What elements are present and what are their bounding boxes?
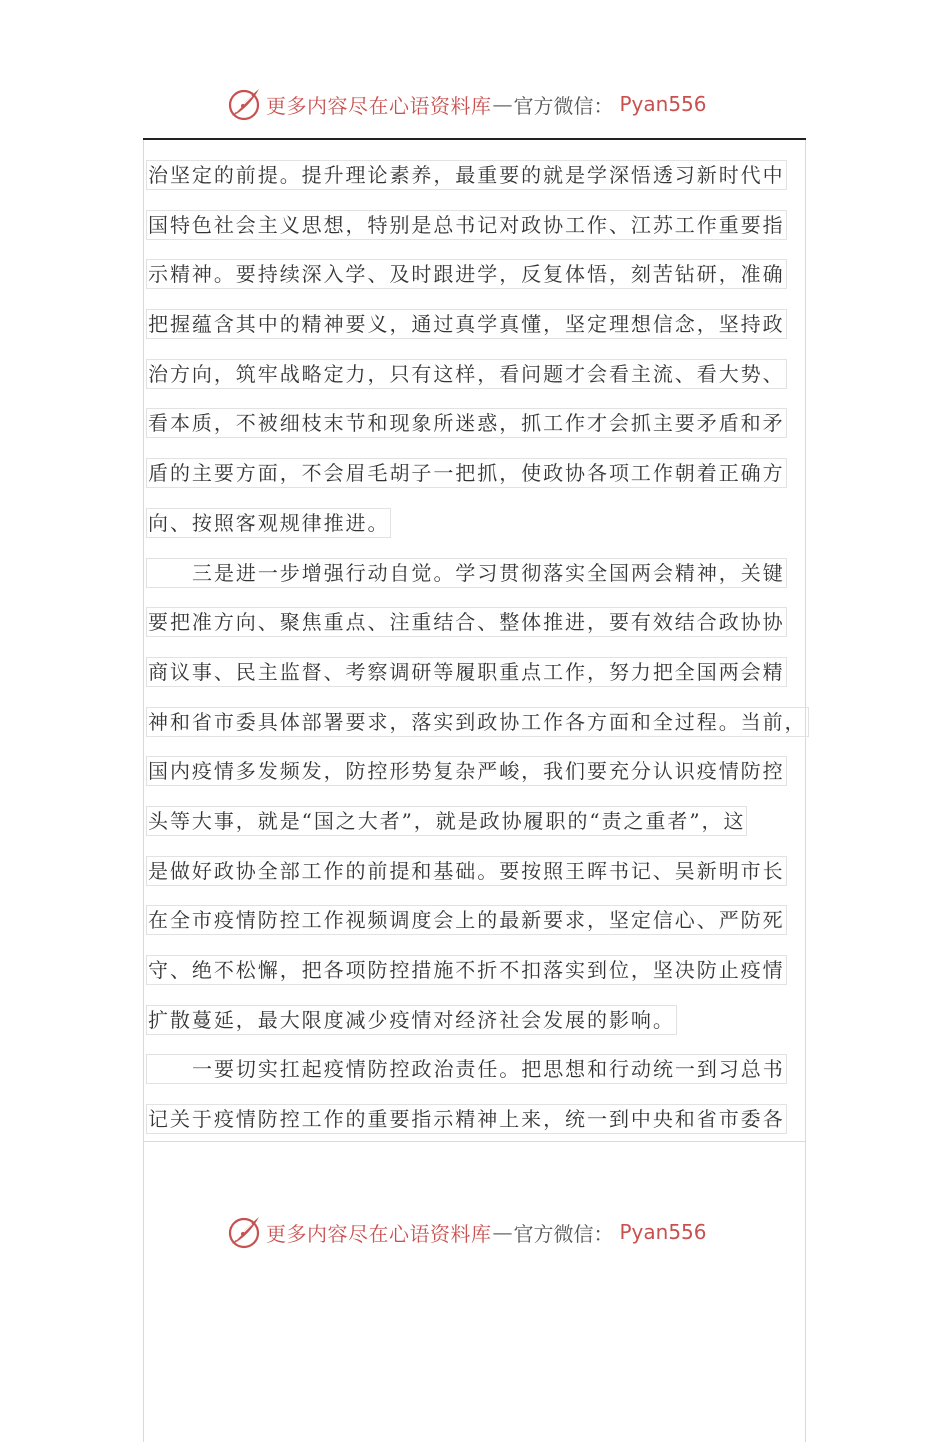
text-line (146, 1048, 796, 1098)
line-text: 国特色社会主义思想，特别是总书记对政协工作、江苏工作重要指 (148, 212, 785, 237)
text-line (146, 651, 796, 701)
header-dash: — (492, 92, 513, 116)
line-text: 盾的主要方面，不会眉毛胡子一把抓，使政协各项工作朝着正确方 (148, 461, 785, 486)
text-line (146, 750, 796, 800)
text-line (146, 303, 796, 353)
header-brand-text: 更多内容尽在心语资料库 (266, 93, 492, 118)
text-line (146, 452, 796, 502)
line-text: 把握蕴含其中的精神要义，通过真学真懂，坚定理想信念，坚持政 (148, 312, 785, 337)
quill-logo-icon (226, 86, 262, 122)
text-line (146, 154, 796, 204)
line-text: 商议事、民主监督、考察调研等履职重点工作，努力把全国两会精 (148, 659, 785, 684)
footer-wechat-id: Pyan556 (619, 1220, 707, 1244)
text-line (146, 253, 796, 303)
line-text: 在全市疫情防控工作视频调度会上的最新要求，坚定信心、严防死 (148, 908, 785, 933)
footer-wechat-label: 官方微信： (513, 1221, 614, 1246)
text-line (146, 601, 796, 651)
line-text: 守、绝不松懈，把各项防控措施不折不扣落实到位，坚决防止疫情 (148, 958, 785, 982)
footer-dash: — (492, 1220, 513, 1244)
line-text: 神和省市委具体部署要求，落实到政协工作各方面和全过程。当前， (148, 709, 807, 734)
text-line (146, 502, 796, 552)
footer-brand-text: 更多内容尽在心语资料库 (266, 1221, 492, 1246)
header-banner (0, 84, 950, 124)
text-line (146, 1098, 796, 1148)
line-text: 扩散蔓延，最大限度减少疫情对经济社会发展的影响。 (148, 1007, 675, 1032)
line-text: 向、按照客观规律推进。 (148, 510, 390, 535)
line-text: 三是进一步增强行动自觉。学习贯彻落实全国两会精神，关键 (192, 560, 785, 585)
text-line (146, 353, 796, 403)
text-line (146, 701, 807, 751)
text-line (146, 402, 796, 452)
line-text: 看本质，不被细枝末节和现象所迷惑，抓工作才会抓主要矛盾和矛 (148, 411, 785, 436)
line-text: 记关于疫情防控工作的重要指示精神上来，统一到中央和省市委各 (148, 1107, 785, 1132)
text-line (146, 949, 796, 999)
text-line (146, 899, 796, 949)
header-wechat-id: Pyan556 (619, 92, 707, 116)
line-text: 治坚定的前提。提升理论素养，最重要的就是学深悟透习新时代中 (148, 163, 785, 187)
line-text: 一要切实扛起疫情防控政治责任。把思想和行动统一到习总书 (192, 1057, 785, 1082)
quill-logo-icon (226, 1214, 262, 1250)
document-body (146, 154, 807, 1148)
text-line (146, 850, 796, 900)
line-text: 是做好政协全部工作的前提和基础。要按照王晖书记、吴新明市长 (148, 858, 785, 883)
footer-banner (0, 1212, 950, 1252)
line-text: 治方向，筑牢战略定力，只有这样，看问题才会看主流、看大势、 (148, 361, 785, 386)
text-line (146, 552, 796, 602)
header-wechat-label: 官方微信： (513, 93, 614, 118)
line-text: 头等大事，就是“国之大者”，就是政协履职的“责之重者”，这 (148, 808, 746, 833)
line-text: 示精神。要持续深入学、及时跟进学，反复体悟，刻苦钻研，准确 (148, 262, 785, 287)
line-text: 国内疫情多发频发，防控形势复杂严峻，我们要充分认识疫情防控 (148, 759, 785, 784)
text-line (146, 999, 796, 1049)
text-line (146, 204, 796, 254)
line-text: 要把准方向、聚焦重点、注重结合、整体推进，要有效结合政协协 (148, 610, 785, 635)
text-line (146, 800, 796, 850)
